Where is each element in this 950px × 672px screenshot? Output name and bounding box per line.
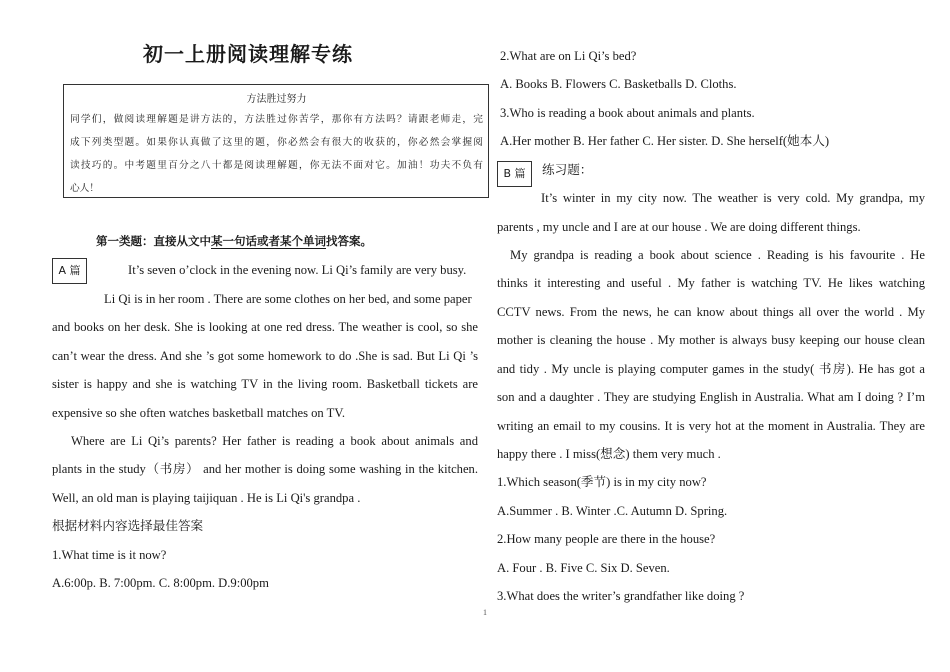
passage-a-line: It’s seven o’clock in the evening now. Li Qi’s family are very busy. bbox=[128, 263, 467, 277]
tip-box-title: 方法胜过努力 bbox=[246, 94, 307, 105]
options-b1: A.Summer . B. Winter .C. Autumn D. Spring. bbox=[497, 504, 728, 518]
section1-heading bbox=[96, 233, 522, 249]
options-a2: A. Books B. Flowers C. Basketballs D. Cloths. bbox=[500, 77, 737, 91]
passage-a-line: sister is happy and she is watching TV in the living room. Basketball tickets are bbox=[52, 377, 478, 391]
heading-underlined: 某一句话或者某个单词 bbox=[211, 234, 326, 248]
passage-b-line: writing an email to my cousins. It is very hot at the moment in Australia. They are bbox=[497, 419, 925, 433]
passage-b-tag: B 篇 bbox=[497, 161, 532, 187]
passage-b-line: happy there . I miss(想念) them very much . bbox=[497, 447, 721, 461]
question-a3: 3.Who is reading a book about animals and plants. bbox=[500, 106, 755, 120]
question-b3: 3.What does the writer’s grandfather like doing ? bbox=[497, 589, 745, 603]
passage-b-line: parents , my uncle and I are at our house . We are doing different things. bbox=[497, 220, 861, 234]
passage-b-line: thinks it interesting and useful . My father is watching TV. He likes watching bbox=[497, 276, 925, 290]
tip-line: 读技巧的。中考题里百分之八十都是阅读理解题，你无法不面对它。加油！功夫不负有 bbox=[70, 160, 483, 171]
tip-box bbox=[63, 84, 489, 198]
passage-a-line: can’t wear the dress. And she ’s got some homework to do .She is sad. But Li Qi ’s bbox=[52, 349, 478, 363]
question-b1: 1.Which season(季节) is in my city now? bbox=[497, 475, 707, 489]
passage-a-line: Where are Li Qi’s parents? Her father is reading a book about animals and bbox=[71, 434, 478, 448]
passage-a-line: and books on her desk. She is looking at one red dress. The weather is cool, so she bbox=[52, 320, 478, 334]
page-number: 1 bbox=[483, 608, 487, 617]
passage-b-line: It’s winter in my city now. The weather is very cold. My grandpa, my bbox=[541, 191, 925, 205]
instruction: 根据材料内容选择最佳答案 bbox=[52, 518, 204, 533]
passage-b-line: mother is cleaning the house . My mother is always busy keeping our house clean bbox=[497, 333, 925, 347]
passage-b-line: son and a daughter . They are studying English in Australia. What am I doing ? I’m bbox=[497, 390, 925, 404]
options-a1: A.6:00p. B. 7:00pm. C. 8:00pm. D.9:00pm bbox=[52, 576, 269, 590]
options-a3: A.Her mother B. Her father C. Her sister. D. She herself(她本人) bbox=[500, 134, 830, 148]
question-a2: 2.What are on Li Qi’s bed? bbox=[500, 49, 637, 63]
tip-line: 同学们，做阅读理解题是讲方法的，方法胜过你苦学，那你有方法吗？请跟老师走，完 bbox=[70, 114, 483, 125]
heading-prefix: 第一类题：直接从文中 bbox=[96, 234, 211, 248]
heading-suffix: 找答案。 bbox=[326, 234, 372, 248]
tip-line: 成下列类型题。如果你认真做了这里的题，你必然会有很大的收获的，你必然会掌握阅 bbox=[70, 137, 483, 148]
question-b2: 2.How many people are there in the house? bbox=[497, 532, 716, 546]
passage-a-tag: A 篇 bbox=[52, 258, 87, 284]
passage-b-line: and tidy . My uncle is playing computer games in the study( 书房). He has got a bbox=[497, 362, 925, 376]
page-title: 初一上册阅读理解专练 bbox=[143, 42, 353, 66]
passage-b-label: 练习题： bbox=[542, 162, 593, 177]
options-b2: A. Four . B. Five C. Six D. Seven. bbox=[497, 561, 670, 575]
passage-b-line: My grandpa is reading a book about science . Reading is his favourite . He bbox=[510, 248, 925, 262]
passage-a-line: Li Qi is in her room . There are some clothes on her bed, and some paper bbox=[104, 292, 472, 306]
passage-b-line: CCTV news. From the news, he can know about things all over the world . My bbox=[497, 305, 925, 319]
passage-a-line: plants in the study（书房） and her mother is doing some washing in the kitchen. bbox=[52, 462, 478, 476]
question-a1: 1.What time is it now? bbox=[52, 548, 167, 562]
tip-line: 心人！ bbox=[70, 183, 100, 194]
passage-a-line: expensive so she often watches basketball matches on TV. bbox=[52, 406, 345, 420]
passage-a-line: Well, an old man is playing taijiquan . He is Li Qi's grandpa . bbox=[52, 491, 361, 505]
